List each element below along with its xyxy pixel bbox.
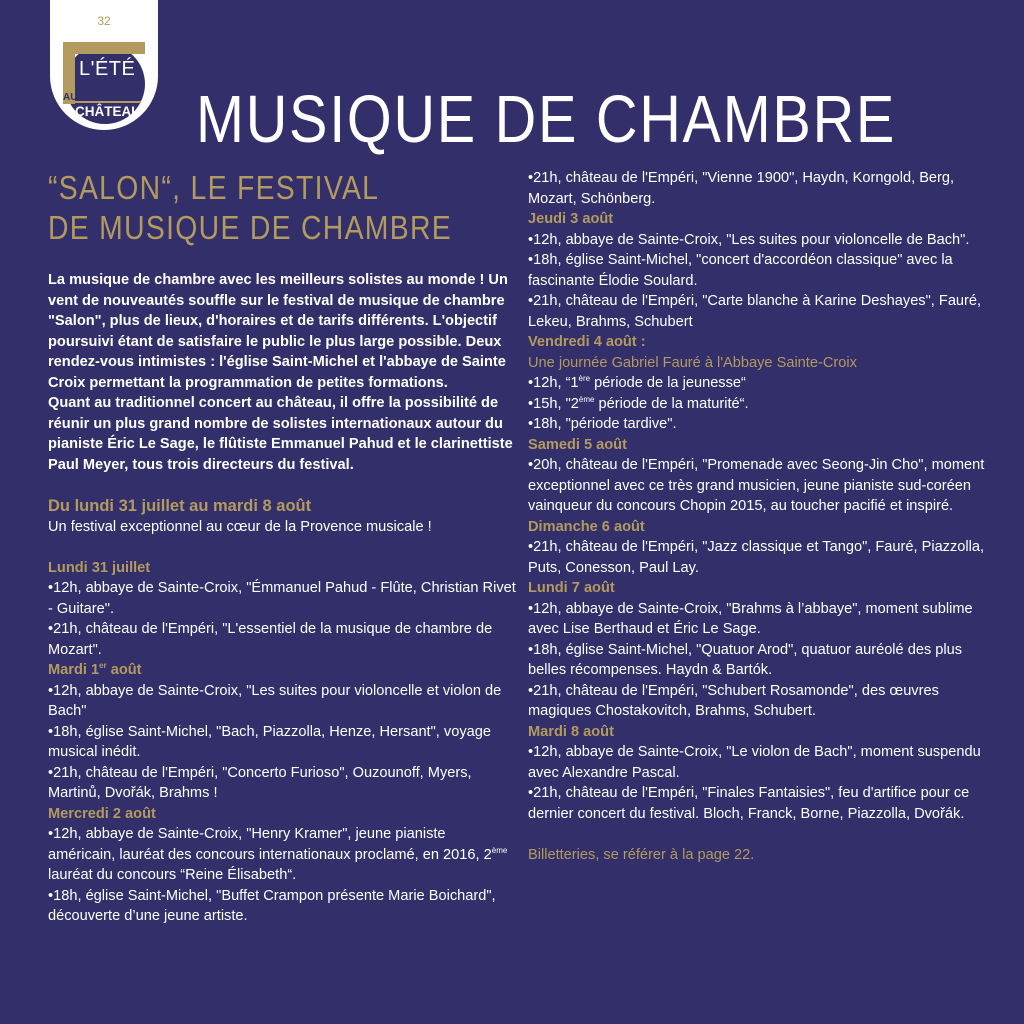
event-sup: ère: [578, 374, 591, 384]
festival-logo: [59, 38, 147, 124]
event-item: •21h, château de l'Empéri, "Jazz classique et Tango", Fauré, Piazzolla, Puts, Conesson, Paul Lay.: [528, 539, 985, 576]
day-text: août: [106, 662, 142, 678]
day-heading-jeudi-3: Jeudi 3 août: [528, 211, 614, 227]
event-item: •18h, "période tardive".: [528, 416, 677, 432]
left-column: [48, 168, 516, 927]
event-item: •21h, château de l'Empéri, "L'essentiel de la musique de chambre de Mozart".: [48, 621, 493, 658]
event-text: période de la maturité“.: [594, 395, 749, 412]
day-heading-mercredi-2: Mercredi 2 août: [48, 805, 156, 822]
event-item: •18h, église Saint-Michel, "Bach, Piazzolla, Henze, Hersant", voyage musical inédit.: [48, 723, 491, 760]
event-item: [48, 824, 516, 886]
day-heading-samedi-5: Samedi 5 août: [528, 436, 627, 453]
day-heading-dimanche-6: Dimanche 6 août: [528, 518, 645, 535]
tagline: Un festival exceptionnel au cœur de la Provence musicale !: [48, 519, 432, 535]
day-theme: Une journée Gabriel Fauré à l'Abbaye Sainte-Croix: [528, 354, 857, 371]
logo-chateau-text: CHÂTEAU: [75, 101, 141, 119]
ticketing-note: Billetteries, se référer à la page 22.: [528, 847, 755, 863]
event-item: •21h, château de l'Empéri, "Carte blanche à Karine Deshayes", Fauré, Lekeu, Brahms, Schubert: [528, 293, 982, 330]
event-text: •15h, "2: [528, 395, 579, 412]
page-number: 32: [97, 14, 111, 28]
event-item: •12h, abbaye de Sainte-Croix, "Brahms à l’abbaye", moment sublime avec Lise Berthaud et Éric Le Sage.: [528, 600, 973, 637]
intro-paragraph-1: La musique de chambre avec les meilleurs solistes au monde ! Un vent de nouveautés souffle sur le festival de musique de chambre "Salon", plus de lieux, d'horaires et de tarifs différents. L'objectif poursuivi étant de satisfaire le public le plus large possible. Deux rendez-vous intimistes : l'église Saint-Michel et l'abbaye de Sainte Croix permettant la programmation de petites formations.: [48, 272, 508, 391]
logo-au-text: AU: [63, 92, 78, 103]
intro-text: [48, 270, 516, 475]
event-sup: ème: [491, 845, 508, 855]
day-heading-lundi-7: Lundi 7 août: [528, 580, 615, 596]
section-subtitle: [48, 168, 450, 248]
date-range: Du lundi 31 juillet au mardi 8 août: [48, 497, 312, 515]
event-text: •12h, abbaye de Sainte-Croix, "Henry Kramer", jeune pianiste américain, lauréat des concours internationaux proclamé, en 2016, 2: [48, 826, 492, 863]
event-text: lauréat du concours “Reine Élisabeth“.: [48, 867, 297, 883]
day-heading-lundi-31: Lundi 31 juillet: [48, 559, 151, 576]
page-title: MUSIQUE DE CHAMBRE: [196, 81, 897, 157]
page-badge: [50, 0, 158, 130]
day-heading-vendredi-4: Vendredi 4 août :: [528, 334, 646, 350]
day-sup: er: [99, 661, 107, 671]
event-item: •21h, château de l'Empéri, "Finales Fantaisies", feu d'artifice pour ce dernier concert du festival. Bloch, Franck, Borne, Piazzolla, Dvořák.: [528, 785, 970, 822]
day-heading-mardi-1: [48, 660, 516, 681]
event-item: •18h, église Saint-Michel, "Buffet Crampon présente Marie Boichard", découverte d’une jeune artiste.: [48, 887, 496, 924]
day-heading-mardi-8: Mardi 8 août: [528, 723, 614, 740]
event-item: •21h, château de l'Empéri, "Vienne 1900", Haydn, Korngold, Berg, Mozart, Schönberg.: [528, 170, 955, 207]
event-item: [528, 394, 998, 415]
event-item: •12h, abbaye de Sainte-Croix, "Les suites pour violoncelle de Bach".: [528, 231, 970, 248]
subtitle-line-1: “SALON“, LE FESTIVAL: [48, 169, 380, 206]
event-text: période de la jeunesse“: [590, 375, 746, 391]
event-item: •18h, église Saint-Michel, "Quatuor Arod", quatuor auréolé des plus belles récompenses. Haydn & Bartók.: [528, 641, 963, 678]
event-sup: ème: [578, 394, 595, 404]
event-item: •12h, abbaye de Sainte-Croix, "Les suites pour violoncelle et violon de Bach": [48, 682, 502, 719]
right-column: [528, 168, 998, 866]
event-item: •12h, abbaye de Sainte-Croix, "Émmanuel Pahud - Flûte, Christian Rivet - Guitare".: [48, 580, 516, 617]
day-text: Mardi 1: [48, 662, 100, 678]
event-item: •21h, château de l'Empéri, "Concerto Furioso", Ouzounoff, Myers, Martinů, Dvořák, Brahms !: [48, 764, 472, 801]
event-item: •18h, église Saint-Michel, "concert d'accordéon classique" avec la fascinante Élodie Soulard.: [528, 252, 953, 289]
logo-ete-text: L'ÉTÉ: [79, 58, 136, 80]
event-item: •12h, abbaye de Sainte-Croix, "Le violon de Bach", moment suspendu avec Alexandre Pascal.: [528, 744, 981, 781]
event-text: •12h, “1: [528, 375, 579, 391]
event-item: •21h, château de l'Empéri, "Schubert Rosamonde", des œuvres magiques Chostakovitch, Brahms, Schubert.: [528, 682, 939, 719]
subtitle-line-2: DE MUSIQUE DE CHAMBRE: [48, 209, 452, 246]
event-item: [528, 373, 998, 394]
intro-paragraph-2: Quant au traditionnel concert au château, il offre la possibilité de réunir un plus grand nombre de solistes internationaux autour du pianiste Éric Le Sage, le flûtiste Emmanuel Pahud et le clarinettiste Paul Meyer, tous trois directeurs du festival.: [48, 395, 513, 473]
event-item: •20h, château de l'Empéri, "Promenade avec Seong-Jin Cho", moment exceptionnel avec ce très grand musicien, jeune pianiste sud-coréen vainqueur du concours Chopin 2015, au toucher pacifié et inspiré.: [528, 457, 985, 514]
